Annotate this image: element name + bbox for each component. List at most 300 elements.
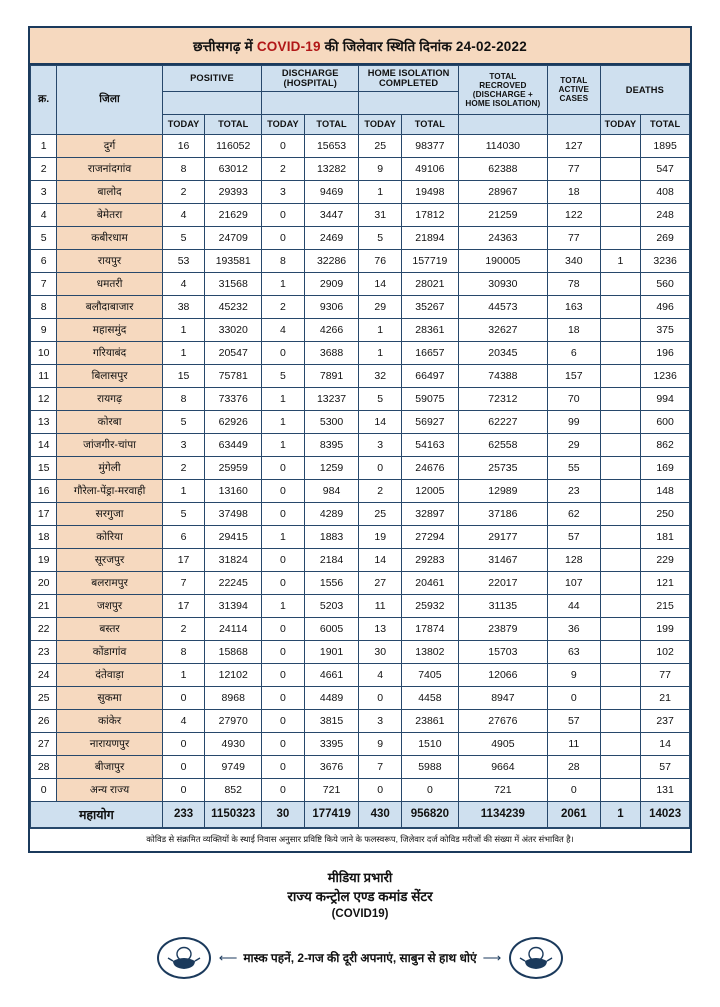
row-serial: 4 [31, 203, 57, 226]
total-value: 1 [600, 801, 641, 827]
signature-line-3: (COVID19) [331, 908, 389, 921]
row-value: 53 [162, 249, 205, 272]
header-discharge-spacer [262, 91, 359, 114]
row-value: 0 [547, 778, 600, 801]
row-value: 269 [641, 226, 690, 249]
row-value: 1 [162, 341, 205, 364]
table-row [31, 433, 690, 456]
header-positive-today: TODAY [162, 114, 205, 134]
row-value: 22245 [205, 571, 262, 594]
row-value: 63 [547, 640, 600, 663]
row-serial: 0 [31, 778, 57, 801]
row-value: 75781 [205, 364, 262, 387]
row-value: 3 [359, 433, 402, 456]
row-serial: 7 [31, 272, 57, 295]
row-value: 5 [359, 387, 402, 410]
row-value: 3 [262, 180, 305, 203]
total-label: महायोग [31, 801, 163, 827]
row-value: 9 [359, 157, 402, 180]
row-serial: 3 [31, 180, 57, 203]
row-value: 17 [162, 548, 205, 571]
row-value: 163 [547, 295, 600, 318]
row-value: 28967 [458, 180, 547, 203]
row-district: सुकमा [57, 686, 162, 709]
row-value: 21894 [402, 226, 459, 249]
row-value: 31467 [458, 548, 547, 571]
row-value: 127 [547, 134, 600, 157]
row-value [600, 157, 641, 180]
row-value: 62926 [205, 410, 262, 433]
header-discharge-today: TODAY [262, 114, 305, 134]
row-value: 76 [359, 249, 402, 272]
row-value: 27676 [458, 709, 547, 732]
row-value: 57 [641, 755, 690, 778]
row-value: 29393 [205, 180, 262, 203]
row-value: 1901 [304, 640, 359, 663]
header-home-isolation-spacer [359, 91, 458, 114]
row-value [600, 755, 641, 778]
row-value: 5 [262, 364, 305, 387]
header-discharge-total: TOTAL [304, 114, 359, 134]
row-value: 1 [262, 387, 305, 410]
row-value: 49106 [402, 157, 459, 180]
row-value: 215 [641, 594, 690, 617]
row-value [600, 180, 641, 203]
header-home-isolation-today: TODAY [359, 114, 402, 134]
row-value: 190005 [458, 249, 547, 272]
row-value: 62 [547, 502, 600, 525]
row-value: 31 [359, 203, 402, 226]
header-positive-spacer [162, 91, 261, 114]
row-district: कबीरधाम [57, 226, 162, 249]
row-district: धमतरी [57, 272, 162, 295]
row-value: 30 [359, 640, 402, 663]
row-value: 17 [162, 594, 205, 617]
row-serial: 23 [31, 640, 57, 663]
row-value: 15868 [205, 640, 262, 663]
row-value: 32286 [304, 249, 359, 272]
row-value: 116052 [205, 134, 262, 157]
row-value: 24676 [402, 456, 459, 479]
header-deaths-today: TODAY [600, 114, 641, 134]
row-value: 121 [641, 571, 690, 594]
row-value: 0 [262, 778, 305, 801]
row-value: 30930 [458, 272, 547, 295]
table-row [31, 341, 690, 364]
row-value: 169 [641, 456, 690, 479]
row-value: 3688 [304, 341, 359, 364]
signature-block [28, 869, 692, 923]
row-value: 0 [162, 778, 205, 801]
table-header [31, 66, 690, 135]
row-value: 31394 [205, 594, 262, 617]
row-value: 28021 [402, 272, 459, 295]
row-value: 0 [402, 778, 459, 801]
row-value: 4661 [304, 663, 359, 686]
row-value: 7 [162, 571, 205, 594]
row-value: 20345 [458, 341, 547, 364]
header-discharge-line1: DISCHARGE [281, 68, 339, 78]
row-value: 3815 [304, 709, 359, 732]
row-value: 62558 [458, 433, 547, 456]
row-value: 0 [359, 778, 402, 801]
table-row [31, 203, 690, 226]
row-value [600, 364, 641, 387]
row-value: 15703 [458, 640, 547, 663]
row-value: 37498 [205, 502, 262, 525]
row-district: नारायणपुर [57, 732, 162, 755]
mask-icon-left [157, 937, 211, 979]
row-serial: 25 [31, 686, 57, 709]
row-value [600, 732, 641, 755]
row-value: 8 [162, 157, 205, 180]
report-title-bar [30, 28, 690, 65]
covid-district-table [30, 65, 690, 828]
row-district: कोरिया [57, 525, 162, 548]
row-value: 21629 [205, 203, 262, 226]
row-value: 4 [162, 272, 205, 295]
row-value: 22017 [458, 571, 547, 594]
row-district: बेमेतरा [57, 203, 162, 226]
arrow-right-icon: ⟶ [482, 949, 502, 965]
row-district: सूरजपुर [57, 548, 162, 571]
row-value: 29 [547, 433, 600, 456]
row-value: 3676 [304, 755, 359, 778]
row-serial: 10 [31, 341, 57, 364]
arrow-left-icon: ⟵ [218, 949, 238, 965]
row-serial: 28 [31, 755, 57, 778]
table-row [31, 134, 690, 157]
row-value [600, 341, 641, 364]
row-value: 4458 [402, 686, 459, 709]
row-value: 199 [641, 617, 690, 640]
total-value: 233 [162, 801, 205, 827]
row-value: 2 [262, 157, 305, 180]
row-value: 600 [641, 410, 690, 433]
row-value: 54163 [402, 433, 459, 456]
table-row [31, 617, 690, 640]
row-district: जांजगीर-चांपा [57, 433, 162, 456]
row-district: मुंगेली [57, 456, 162, 479]
row-value: 148 [641, 479, 690, 502]
table-row [31, 709, 690, 732]
header-serial: क्र. [31, 66, 57, 135]
header-positive-total: TOTAL [205, 114, 262, 134]
row-value: 17812 [402, 203, 459, 226]
row-value: 13802 [402, 640, 459, 663]
row-value: 13160 [205, 479, 262, 502]
row-value: 1 [262, 525, 305, 548]
row-value: 27 [359, 571, 402, 594]
row-value: 12102 [205, 663, 262, 686]
row-value: 16657 [402, 341, 459, 364]
table-row [31, 479, 690, 502]
row-value: 25932 [402, 594, 459, 617]
row-value: 14 [359, 272, 402, 295]
row-value: 14 [641, 732, 690, 755]
row-value: 4 [162, 709, 205, 732]
row-value: 408 [641, 180, 690, 203]
row-value: 29 [359, 295, 402, 318]
row-value: 1510 [402, 732, 459, 755]
row-value: 21 [641, 686, 690, 709]
row-serial: 27 [31, 732, 57, 755]
row-value: 2 [359, 479, 402, 502]
row-serial: 19 [31, 548, 57, 571]
row-value: 29415 [205, 525, 262, 548]
row-value: 547 [641, 157, 690, 180]
row-value: 196 [641, 341, 690, 364]
row-serial: 12 [31, 387, 57, 410]
row-value: 102 [641, 640, 690, 663]
row-value [600, 709, 641, 732]
table-row [31, 410, 690, 433]
row-value: 157719 [402, 249, 459, 272]
row-value: 27970 [205, 709, 262, 732]
table-row [31, 732, 690, 755]
row-value: 0 [262, 226, 305, 249]
row-value [600, 571, 641, 594]
row-value: 0 [262, 479, 305, 502]
row-value [600, 663, 641, 686]
row-serial: 15 [31, 456, 57, 479]
table-row [31, 318, 690, 341]
row-serial: 1 [31, 134, 57, 157]
row-value: 8968 [205, 686, 262, 709]
row-value: 721 [304, 778, 359, 801]
header-total-recovered-line4: HOME ISOLATION) [465, 98, 541, 108]
row-value: 28 [547, 755, 600, 778]
row-district: बलौदाबाजार [57, 295, 162, 318]
row-district: बीजापुर [57, 755, 162, 778]
row-serial: 26 [31, 709, 57, 732]
row-district: बलरामपुर [57, 571, 162, 594]
row-value: 0 [262, 456, 305, 479]
row-value: 66497 [402, 364, 459, 387]
row-value: 36 [547, 617, 600, 640]
row-value: 0 [262, 548, 305, 571]
table-row [31, 180, 690, 203]
row-value [600, 525, 641, 548]
row-value: 131 [641, 778, 690, 801]
row-value: 0 [262, 755, 305, 778]
row-value: 14 [359, 410, 402, 433]
row-value: 237 [641, 709, 690, 732]
table-row [31, 571, 690, 594]
header-total-recovered-sub [458, 114, 547, 134]
row-value [600, 778, 641, 801]
row-value: 77 [547, 226, 600, 249]
row-value: 7891 [304, 364, 359, 387]
row-value: 9469 [304, 180, 359, 203]
row-serial: 5 [31, 226, 57, 249]
row-value: 99 [547, 410, 600, 433]
row-value: 3236 [641, 249, 690, 272]
row-value: 63449 [205, 433, 262, 456]
row-value: 0 [262, 502, 305, 525]
row-value: 375 [641, 318, 690, 341]
row-value: 45232 [205, 295, 262, 318]
header-home-isolation-line2: COMPLETED [378, 78, 439, 89]
row-district: कांकेर [57, 709, 162, 732]
header-total-recovered [458, 66, 547, 115]
row-value: 2 [162, 456, 205, 479]
row-value: 25 [359, 134, 402, 157]
row-value: 13237 [304, 387, 359, 410]
covid-report-sheet [28, 26, 692, 853]
row-value: 35267 [402, 295, 459, 318]
row-value: 24114 [205, 617, 262, 640]
row-value: 8 [162, 387, 205, 410]
row-value: 122 [547, 203, 600, 226]
row-value [600, 548, 641, 571]
row-value: 7 [359, 755, 402, 778]
total-value: 430 [359, 801, 402, 827]
row-value: 31568 [205, 272, 262, 295]
row-district: जशपुर [57, 594, 162, 617]
row-value: 1 [262, 594, 305, 617]
row-value: 0 [262, 617, 305, 640]
row-value: 57 [547, 525, 600, 548]
row-value: 74388 [458, 364, 547, 387]
header-row-groups [31, 66, 690, 92]
row-value: 62388 [458, 157, 547, 180]
row-value: 24363 [458, 226, 547, 249]
header-home-isolation-line1: HOME ISOLATION [367, 68, 450, 78]
row-value [600, 594, 641, 617]
header-deaths: DEATHS [600, 66, 689, 115]
row-value: 0 [162, 755, 205, 778]
row-value: 59075 [402, 387, 459, 410]
row-value: 7405 [402, 663, 459, 686]
row-district: बिलासपुर [57, 364, 162, 387]
row-value: 23861 [402, 709, 459, 732]
banner-message [219, 949, 502, 966]
title-covid-label: COVID-19 [256, 39, 321, 54]
header-total-recovered-line3: (DISCHARGE + [472, 89, 533, 99]
row-serial: 2 [31, 157, 57, 180]
row-value: 496 [641, 295, 690, 318]
row-value: 248 [641, 203, 690, 226]
row-serial: 20 [31, 571, 57, 594]
row-serial: 21 [31, 594, 57, 617]
row-value [600, 295, 641, 318]
row-value: 4905 [458, 732, 547, 755]
row-value: 21259 [458, 203, 547, 226]
row-value: 8 [162, 640, 205, 663]
row-value [600, 203, 641, 226]
table-row [31, 272, 690, 295]
row-serial: 17 [31, 502, 57, 525]
row-value: 9 [547, 663, 600, 686]
row-value [600, 134, 641, 157]
row-value: 181 [641, 525, 690, 548]
row-value: 8395 [304, 433, 359, 456]
header-total-active-sub [547, 114, 600, 134]
row-value: 157 [547, 364, 600, 387]
table-body [31, 134, 690, 827]
total-value: 2061 [547, 801, 600, 827]
table-row [31, 387, 690, 410]
row-value [600, 686, 641, 709]
row-value: 8 [262, 249, 305, 272]
row-value: 25735 [458, 456, 547, 479]
row-value: 17874 [402, 617, 459, 640]
row-value: 37186 [458, 502, 547, 525]
row-value: 721 [458, 778, 547, 801]
row-value: 1 [162, 663, 205, 686]
signature-line-1: मीडिया प्रभारी [327, 869, 393, 885]
table-row [31, 548, 690, 571]
row-value: 2 [162, 617, 205, 640]
row-value: 15 [162, 364, 205, 387]
row-value: 18 [547, 180, 600, 203]
row-district: बस्तर [57, 617, 162, 640]
row-district: रायपुर [57, 249, 162, 272]
table-row [31, 594, 690, 617]
row-district: महासमुंद [57, 318, 162, 341]
row-district: गरियाबंद [57, 341, 162, 364]
row-value: 4289 [304, 502, 359, 525]
row-serial: 9 [31, 318, 57, 341]
row-value: 2184 [304, 548, 359, 571]
row-value: 9664 [458, 755, 547, 778]
row-value: 31824 [205, 548, 262, 571]
header-positive: POSITIVE [162, 66, 261, 92]
row-value: 1 [359, 341, 402, 364]
row-district: सरगुजा [57, 502, 162, 525]
row-value: 9306 [304, 295, 359, 318]
table-row [31, 226, 690, 249]
row-value: 2 [162, 180, 205, 203]
row-value: 1 [162, 318, 205, 341]
row-value: 5 [359, 226, 402, 249]
header-total-active-line3: CASES [559, 94, 589, 104]
row-value: 27294 [402, 525, 459, 548]
header-total-recovered-line1: TOTAL [489, 71, 517, 81]
row-value [600, 640, 641, 663]
row-value: 70 [547, 387, 600, 410]
row-value: 0 [262, 709, 305, 732]
row-value: 1 [262, 272, 305, 295]
row-serial: 18 [31, 525, 57, 548]
table-row [31, 295, 690, 318]
header-district: जिला [57, 66, 162, 135]
row-value: 1895 [641, 134, 690, 157]
row-value: 20547 [205, 341, 262, 364]
row-district: दंतेवाड़ा [57, 663, 162, 686]
row-district: राजनांदगांव [57, 157, 162, 180]
row-value: 23879 [458, 617, 547, 640]
row-value: 23 [547, 479, 600, 502]
banner-text: मास्क पहनें, 2-गज की दूरी अपनाएं, साबुन से हाथ धोएं [243, 951, 477, 966]
row-value: 73376 [205, 387, 262, 410]
row-value: 0 [262, 203, 305, 226]
row-value: 63012 [205, 157, 262, 180]
row-value [600, 433, 641, 456]
row-value: 1 [600, 249, 641, 272]
row-value: 2909 [304, 272, 359, 295]
total-value: 14023 [641, 801, 690, 827]
page-title [34, 37, 686, 55]
row-value: 4266 [304, 318, 359, 341]
row-value: 862 [641, 433, 690, 456]
row-district: गौरेला-पेंड्रा-मरवाही [57, 479, 162, 502]
table-footnote: कोविड से संक्रमित व्यक्तियों के स्थाई निवास अनुसार प्रविष्टि किये जाने के फलस्वरूप, जिलेवार दर्ज कोविड मरीजों की संख्या में अंतर संभावित है। [30, 828, 690, 851]
header-home-isolation [359, 66, 458, 92]
row-value: 1 [162, 479, 205, 502]
row-value: 11 [547, 732, 600, 755]
